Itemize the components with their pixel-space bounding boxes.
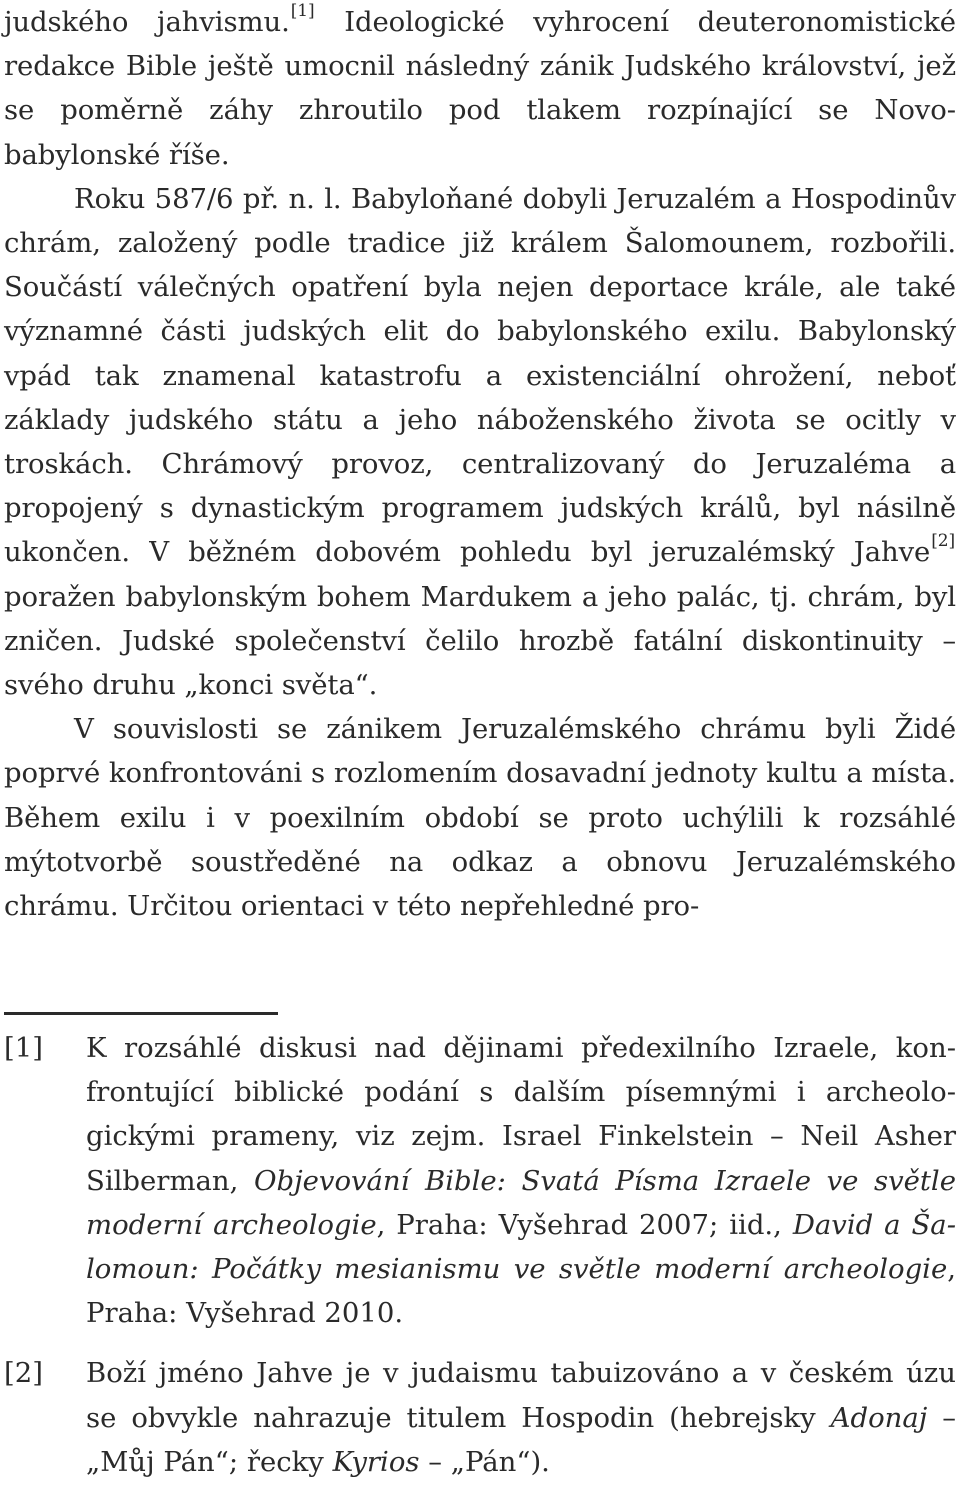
footnote-1-text-2: , Praha: Vyšehrad 2007; iid., (376, 1208, 793, 1241)
footnote-2-mark: [2] (4, 1357, 43, 1390)
footnote-1 (4, 1026, 956, 1335)
paragraph-1 (4, 0, 956, 177)
paragraph-1-rest: Ideologické vyhrocení deuteronomistické redakce Bible ještě umocnil následný zánik Judského království, jež se poměrně záhy zhroutilo pod tlakem rozpínající se Novobabylonské říše. (4, 6, 956, 171)
footnote-1-title-2: David a Šalomoun: Počátky mesianismu ve světle moderní archeologie (86, 1208, 956, 1286)
footnotes (4, 1026, 956, 1500)
footnote-1-text: K rozsáhlé diskusi nad dějinami předexilního Izraele, konfrontující biblické podání s dalším písemnými i archeologickými prameny, viz zejm. Israel Finkelstein – Neil Asher Silberman, (86, 1032, 956, 1197)
footnote-1-text-3: , Praha: Vyšehrad 2010. (86, 1253, 956, 1330)
footnote-separator (4, 1012, 278, 1015)
footnote-2-text-3: – „Pán“). (419, 1445, 550, 1478)
paragraph-2-rest: poražen babylonským bohem Mardukem a jeho palác, tj. chrám, byl zničen. Judské společenství čelilo hrozbě fatální diskontinuity – svého druhu „konci světa“. (4, 580, 956, 702)
paragraph-2-start: Roku 587/6 př. n. l. Babyloňané dobyli Jeruzalém a Hospodinův chrám, založený podle tradice již králem Šalomounem, rozbořili. Součástí válečných opatření byla nejen deportace krále, ale také významné části judských elit do babylonského exilu. Babylonský vpád tak znamenal katastrofu a existenciální ohrožení, neboť základy judského státu a jeho náboženského života se ocitly v troskách. Chrámový provoz, centralizovaný do Jeruzaléma a propojený s dynastickým programem judských králů, byl násilně ukončen. V běžném dobovém pohledu byl jeruzalémský Jahve (4, 182, 956, 569)
footnote-ref-1[interactable]: [1] (290, 0, 315, 21)
footnote-1-title-1: Objevování Bible: Svatá Písma Izraele ve světle moderní archeologie (86, 1164, 956, 1241)
footnote-2-text-2: – „Můj Pán“; řecky (86, 1401, 956, 1478)
paragraph-2 (4, 177, 956, 707)
footnote-2-text: Boží jméno Jahve je v judaismu tabuizováno a v českém úzu se obvykle nahrazuje titulem Hospodin (hebrejsky (86, 1357, 956, 1434)
footnote-2-term-1: Adonaj (830, 1401, 928, 1434)
footnote-2-term-2: Kyrios (332, 1445, 420, 1478)
paragraph-3: V souvislosti se zánikem Jeruzalémského chrámu byli Židé poprvé konfrontováni s rozlomením dosavadní jednoty kultu a místa. Během exilu i v poexilním období se proto uchýlili k rozsáhlé mýtotvorbě soustředěné na odkaz a obnovu Jeruzalémského chrámu. Určitou orientaci v této nepřehledné pro- (4, 713, 956, 923)
main-text (4, 0, 956, 928)
footnote-1-mark: [1] (4, 1032, 43, 1064)
footnote-ref-2[interactable]: [2] (931, 531, 955, 552)
paragraph-1-start: judského jahvismu. (4, 6, 290, 38)
footnote-2 (4, 1351, 956, 1484)
